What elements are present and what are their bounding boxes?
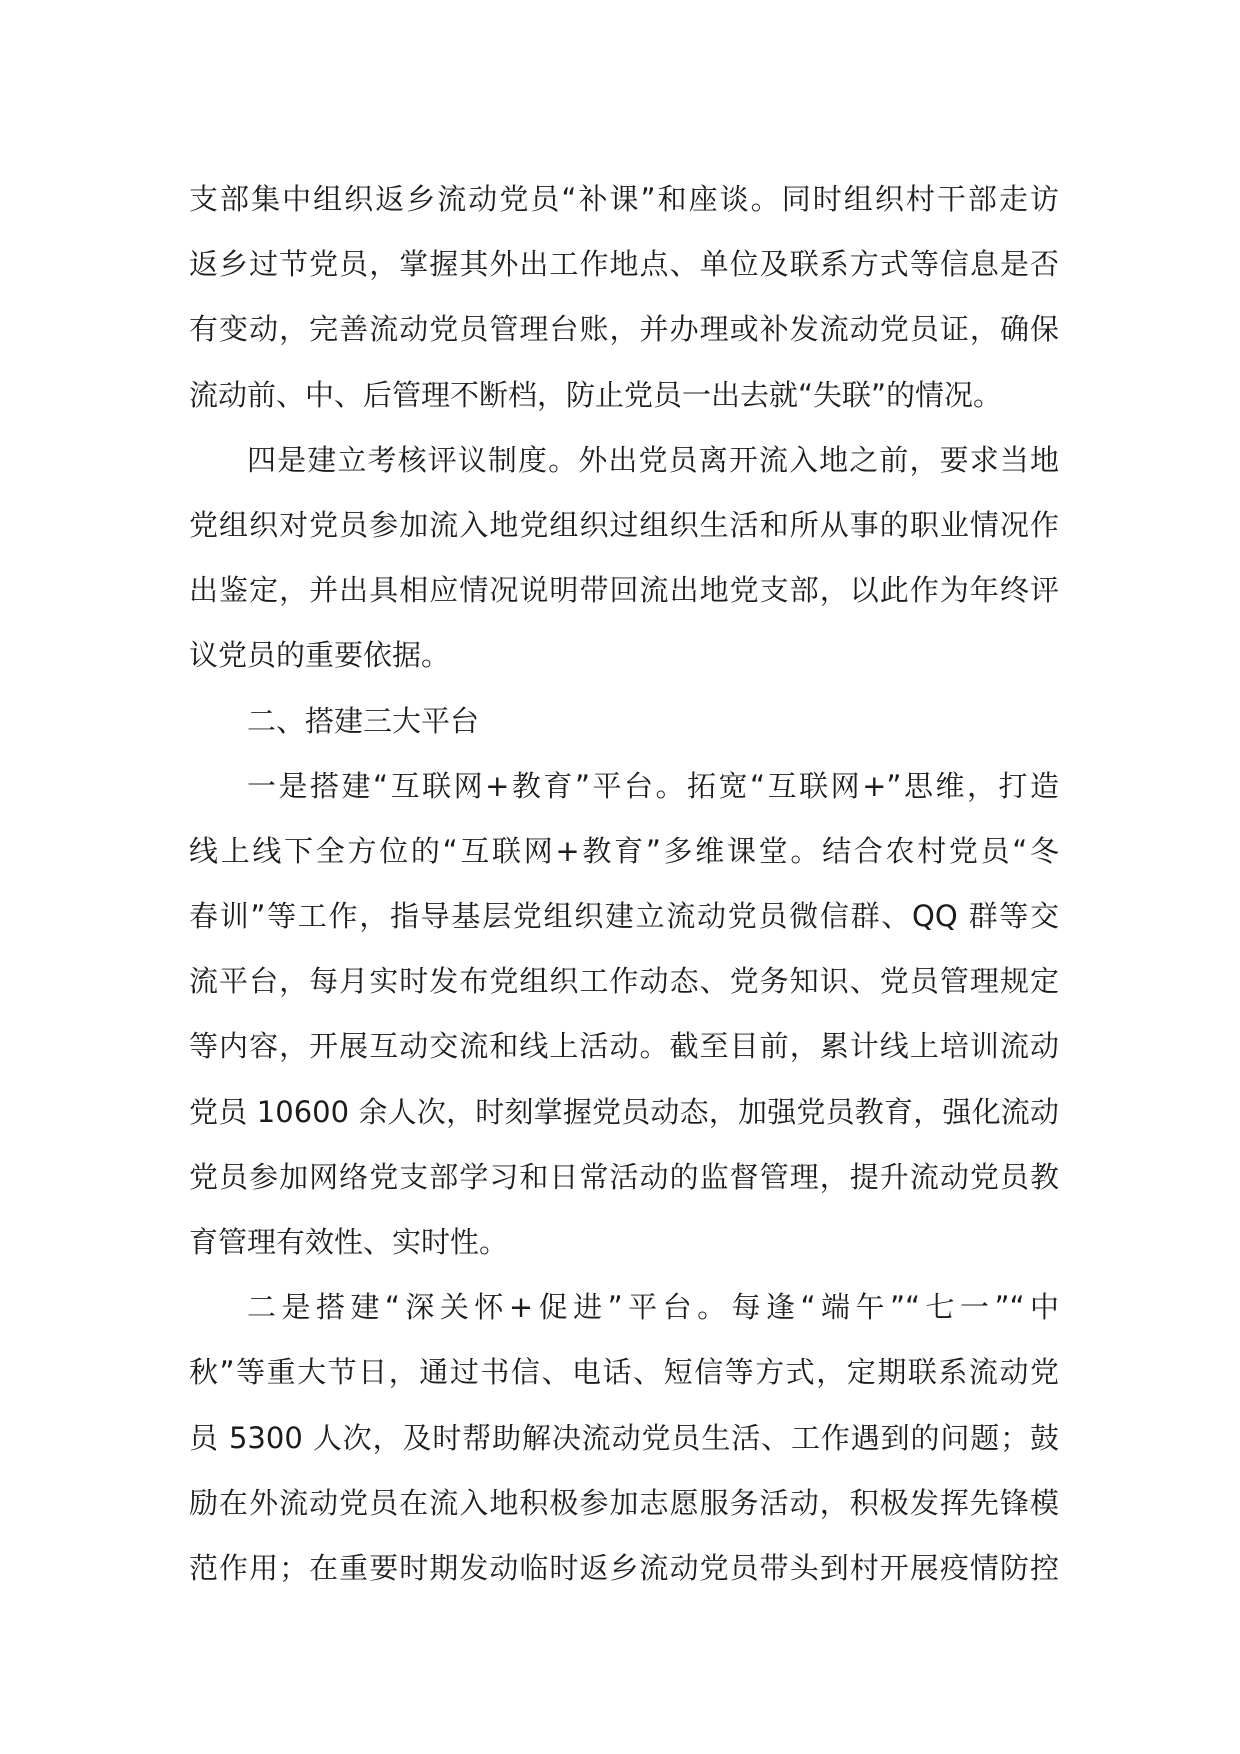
text-line: 范作用；在重要时期发动临时返乡流动党员带头到村开展疫情防控 (189, 1550, 1059, 1585)
text-line: 秋”等重大节日，通过书信、电话、短信等方式，定期联系流动党 (189, 1355, 1059, 1390)
body-text (189, 167, 1059, 1601)
text-line: 返乡过节党员，掌握其外出工作地点、单位及联系方式等信息是否 (189, 247, 1059, 282)
text-line: 二是搭建“深关怀+促进”平台。每逢“端午”“七一”“中 (247, 1290, 1059, 1325)
text-line: 一是搭建“互联网+教育”平台。拓宽“互联网+”思维，打造 (247, 768, 1059, 803)
paragraph (189, 167, 1059, 428)
text-line: 党员参加网络党支部学习和日常活动的监督管理，提升流动党员教 (189, 1159, 1059, 1194)
paragraph (189, 754, 1059, 1276)
text-line: 出鉴定，并出具相应情况说明带回流出地党支部，以此作为年终评 (189, 573, 1059, 608)
text-line: 员 5300 人次，及时帮助解决流动党员生活、工作遇到的问题；鼓 (189, 1420, 1059, 1455)
section-heading (189, 689, 1059, 754)
text-line: 线上线下全方位的“互联网+教育”多维课堂。结合农村党员“冬 (189, 833, 1059, 868)
text-line: 春训”等工作，指导基层党组织建立流动党员微信群、QQ 群等交 (189, 899, 1059, 934)
text-line: 党组织对党员参加流入地党组织过组织生活和所从事的职业情况作 (189, 507, 1059, 542)
text-line: 党员 10600 余人次，时刻掌握党员动态，加强党员教育，强化流动 (189, 1094, 1059, 1129)
text-line: 议党员的重要依据。 (189, 638, 451, 673)
text-line: 励在外流动党员在流入地积极参加志愿服务活动，积极发挥先锋模 (189, 1485, 1059, 1520)
text-line: 支部集中组织返乡流动党员“补课”和座谈。同时组织村干部走访 (189, 182, 1059, 216)
heading-line: 二、搭建三大平台 (247, 703, 480, 738)
paragraph (189, 428, 1059, 689)
text-line: 流平台，每月实时发布党组织工作动态、党务知识、党员管理规定 (189, 964, 1059, 999)
text-line: 有变动，完善流动党员管理台账，并办理或补发流动党员证，确保 (189, 312, 1059, 347)
text-line: 等内容，开展互动交流和线上活动。截至目前，累计线上培训流动 (189, 1029, 1059, 1064)
text-line: 流动前、中、后管理不断档，防止党员一出去就“失联”的情况。 (189, 377, 1003, 412)
paragraph (189, 1275, 1059, 1601)
text-line: 四是建立考核评议制度。外出党员离开流入地之前，要求当地 (247, 442, 1059, 477)
text-line: 育管理有效性、实时性。 (189, 1225, 509, 1259)
